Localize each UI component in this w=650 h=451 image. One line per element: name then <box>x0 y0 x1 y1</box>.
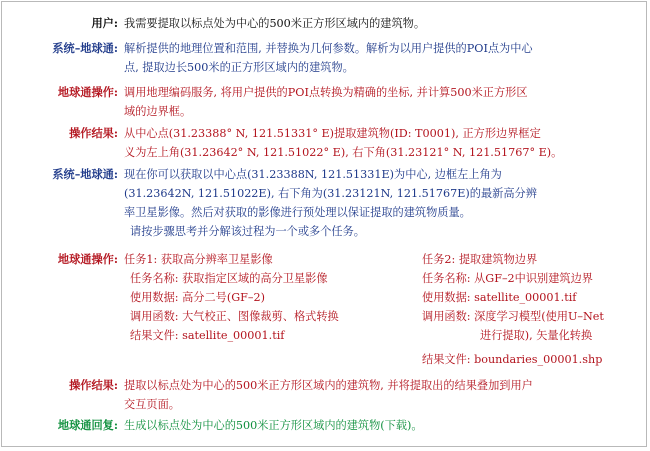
operation-label-2: 地球通操作: <box>57 252 118 266</box>
result-message-1-line: 义为左上角(31.23642° N, 121.51022° E), 右下角(31.23121° N, 121.51767° E)。 <box>124 146 563 159</box>
user-label: 用户: <box>91 16 118 30</box>
reply-label: 地球通回复: <box>57 418 118 432</box>
task1-line: 使用数据: 高分二号(GF–2) <box>130 291 265 304</box>
result-message-1-line: 从中心点(31.23388° N, 121.51331° E)提取建筑物(ID: T0001), 正方形边界框定 <box>124 127 541 140</box>
task2-line: 使用数据: satellite_00001.tif <box>422 291 577 304</box>
operation-message-1-line: 域的边界框。 <box>124 105 192 118</box>
task1-line: 调用函数: 大气校正、图像裁剪、格式转换 <box>130 310 339 323</box>
task2-block <box>422 250 638 369</box>
task1-block <box>124 250 339 345</box>
operation-message-1-line: 调用地理编码服务, 将用户提供的POI点转换为精确的坐标, 并计算500米正方形区 <box>124 86 528 99</box>
system-label-1: 系统–地球通: <box>52 41 118 55</box>
task2-line: 结果文件: boundaries_00001.shp <box>422 353 603 366</box>
system-message-2-line: (31.23642N, 121.51022E), 右下角为(31.23121N, 121.51767E)的最新高分辨 <box>124 187 537 200</box>
result-message-2 <box>124 376 533 414</box>
result-label-1: 操作结果: <box>69 126 118 140</box>
task2-title: 任务2: 提取建筑物边界 <box>422 253 538 266</box>
task1-line: 结果文件: satellite_00001.tif <box>130 329 285 342</box>
task2-line: 调用函数: 深度学习模型(使用U–Net <box>422 310 604 323</box>
system-message-2 <box>124 165 537 241</box>
system-message-2-line: 请按步骤思考并分解该过程为一个或多个任务。 <box>130 225 365 238</box>
operation-label-1: 地球通操作: <box>57 85 118 99</box>
system-message-2-line: 率卫星影像。然后对获取的影像进行预处理以保证提取的建筑物质量。 <box>124 206 471 219</box>
result-label-2: 操作结果: <box>69 378 118 392</box>
result-message-1 <box>124 124 562 162</box>
task1-line: 任务名称: 获取指定区域的高分卫星影像 <box>130 272 328 285</box>
system-message-1 <box>124 39 533 77</box>
system-message-1-line: 点, 提取边长500米的正方形区域内的建筑物。 <box>124 61 354 74</box>
dialog-panel <box>1 1 647 447</box>
result-message-2-line: 提取以标点处为中心的500米正方形区域内的建筑物, 并将提取出的结果叠加到用户 <box>124 379 533 392</box>
result-message-2-line: 交互页面。 <box>124 398 180 411</box>
reply-message: 生成以标点处为中心的500米正方形区域内的建筑物(下载)。 <box>124 419 423 432</box>
system-message-2-line: 现在你可以获取以中心点(31.23388N, 121.51331E)为中心, 边框左上角为 <box>124 168 502 181</box>
task2-line: 进行提取), 矢量化转换 <box>480 329 593 342</box>
task2-line: 任务名称: 从GF–2中识别建筑边界 <box>422 272 593 285</box>
operation-message-1 <box>124 83 528 121</box>
task1-title: 任务1: 获取高分辨率卫星影像 <box>124 253 273 266</box>
system-message-1-line: 解析提供的地理位置和范围, 并替换为几何参数。解析为以用户提供的POI点为中心 <box>124 42 533 55</box>
system-label-2: 系统–地球通: <box>52 167 118 181</box>
user-message: 我需要提取以标点处为中心的500米正方形区域内的建筑物。 <box>124 17 426 30</box>
